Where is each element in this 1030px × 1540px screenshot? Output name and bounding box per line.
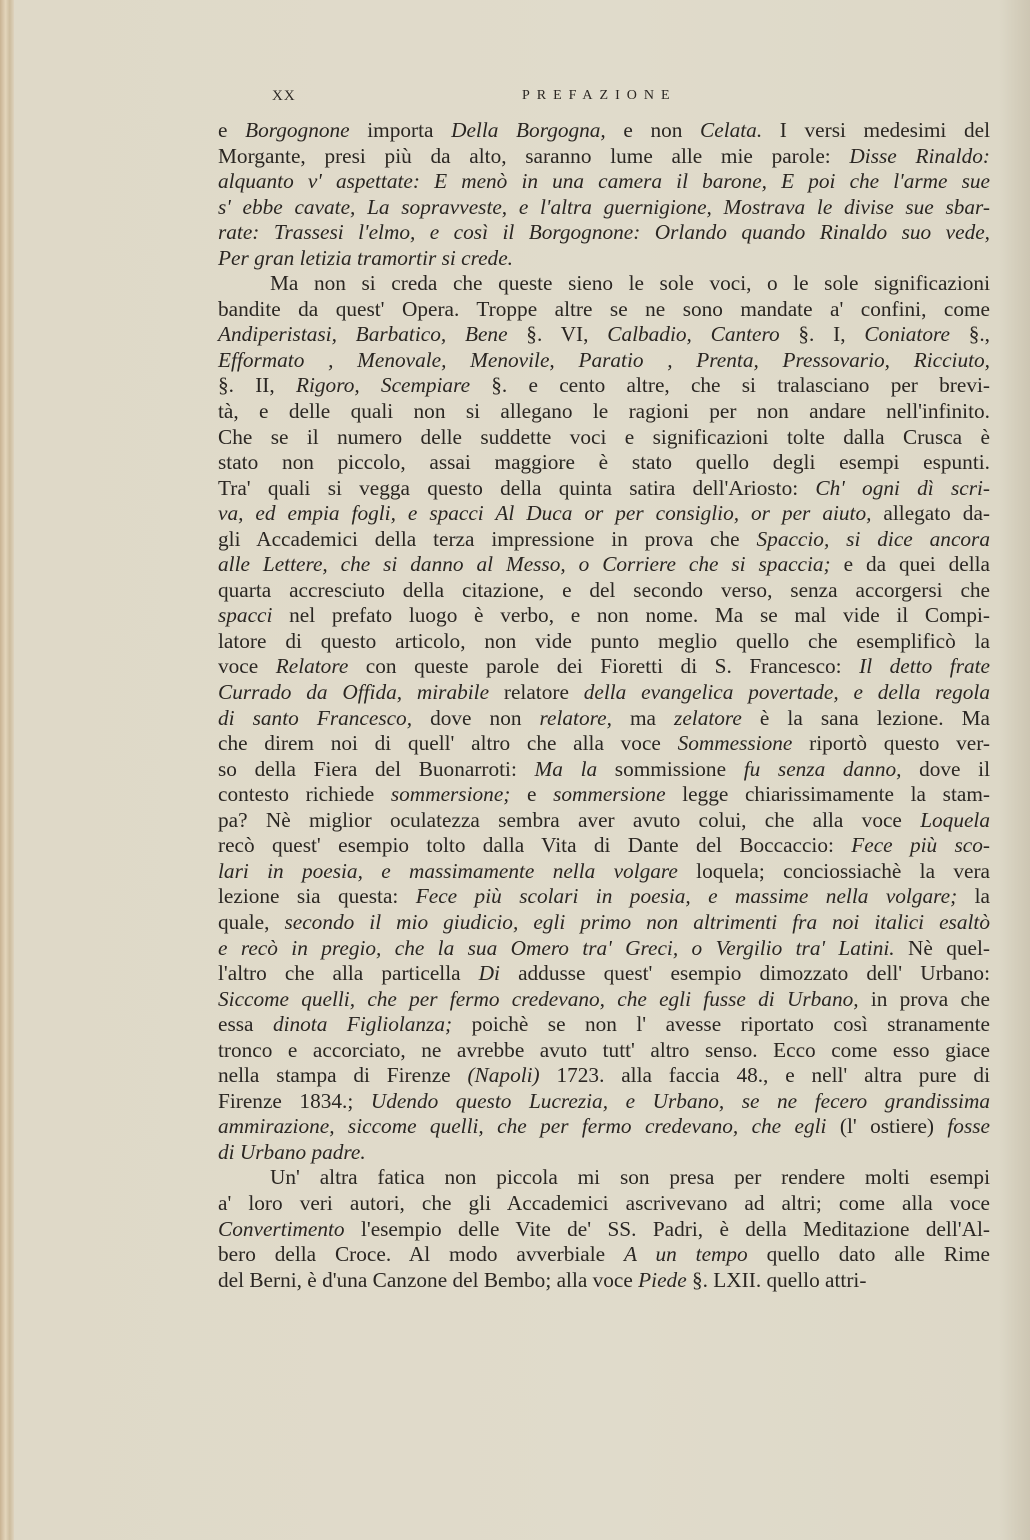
text-line	[218, 654, 990, 680]
roman-run: Morgante, presi più da alto, saranno lume alle mie parole:	[218, 143, 850, 168]
text-line	[218, 399, 990, 425]
roman-run: dove il	[901, 756, 990, 781]
roman-run: legge chiarissimamente la stam-	[665, 782, 990, 807]
italic-run: alle Lettere, che si danno al Messo, o Corriere che si spaccia;	[218, 552, 831, 577]
text-line	[218, 859, 990, 885]
text-line	[218, 1242, 990, 1268]
italic-run: Currado da Offida, mirabile	[218, 680, 490, 705]
italic-run: Sommessione	[677, 731, 793, 756]
text-line	[218, 527, 990, 553]
italic-run: Efformato , Menovale, Menovile, Paratio , Prenta, Pressovario, Ricciuto,	[218, 347, 990, 372]
paragraph	[218, 118, 990, 271]
text-line	[218, 936, 990, 962]
roman-run: latore di questo articolo, non vide punto meglio quello che esemplificò la	[218, 628, 990, 653]
text-line	[218, 833, 990, 859]
roman-run: quello dato alle Rime	[747, 1242, 991, 1267]
roman-run: §. VI,	[507, 322, 608, 347]
italic-run: Calbadio, Cantero	[607, 322, 780, 347]
roman-run: l'altro che alla particella	[218, 961, 479, 986]
roman-run: §. II,	[218, 373, 296, 398]
text-line	[218, 322, 990, 348]
italic-run: Relatore	[275, 654, 349, 679]
text-line	[218, 195, 990, 221]
text-line	[218, 1012, 990, 1038]
italic-run: Piede	[638, 1267, 687, 1292]
italic-run: alquanto v' aspettate: E menò in una camera il barone, E poi che l'arme sue	[218, 169, 990, 194]
text-line	[218, 169, 990, 195]
text-line	[218, 757, 990, 783]
roman-run: e	[218, 118, 246, 142]
roman-run: poichè se non l' avesse riportato così stranamente	[452, 1012, 991, 1037]
italic-run: sommersione;	[390, 782, 511, 807]
italic-run: ammirazione, siccome quelli, che per fermo credevano, che egli	[218, 1114, 827, 1139]
italic-run: rate: Trassesi l'elmo, e così il Borgognone: Orlando quando Rinaldo suo vede,	[218, 220, 990, 245]
text-line	[218, 348, 990, 374]
text-line	[218, 220, 990, 246]
text-line	[218, 1191, 990, 1217]
italic-run: fosse	[947, 1114, 990, 1139]
roman-run: e da quei della	[830, 552, 990, 577]
roman-run: con queste parole dei Fioretti di S. Francesco:	[348, 654, 860, 679]
roman-run: contesto richiede	[218, 782, 391, 807]
text-line	[218, 450, 990, 476]
book-spine-edge	[0, 0, 14, 1540]
roman-run: quale,	[218, 909, 285, 934]
roman-run: recò quest' esempio tolto dalla Vita di Dante del Boccaccio:	[218, 833, 852, 858]
roman-run: (l' ostiere)	[826, 1114, 948, 1139]
italic-run: A un tempo	[623, 1242, 748, 1267]
italic-run: Loquela	[920, 807, 990, 832]
roman-run: ma	[611, 705, 675, 730]
roman-run: Un' altra fatica non piccola mi son presa per rendere molti esempi	[270, 1165, 990, 1190]
text-line	[218, 1114, 990, 1140]
roman-run: stato non piccolo, assai maggiore è stato quello degli esempi espunti.	[218, 450, 990, 475]
italic-run: Andiperistasi, Barbatico, Bene	[218, 322, 508, 347]
roman-run: §. LXII. quello attri-	[686, 1267, 867, 1292]
roman-run: lezione sia questa:	[218, 884, 416, 909]
roman-run: Nè quel-	[894, 935, 990, 960]
text-line	[218, 297, 990, 323]
italic-run: Rigoro, Scempiare	[295, 373, 471, 398]
text-line	[218, 118, 990, 144]
italic-run: Disse Rinaldo:	[849, 143, 990, 168]
text-line	[218, 1268, 990, 1294]
roman-run: pa? Nè miglior oculatezza sembra aver avuto colui, che alla voce	[218, 807, 921, 832]
text-line	[218, 1165, 990, 1191]
text-line	[218, 246, 990, 272]
italic-run: di santo Francesco,	[218, 705, 413, 730]
roman-run: §. e cento altre, che si tralasciano per brevi-	[470, 373, 990, 398]
italic-run: Ch' ogni dì scri-	[815, 475, 990, 500]
roman-run: tà, e delle quali non si allegano le ragioni per non andare nell'infinito.	[218, 399, 990, 424]
italic-run: Per gran letizia tramortir si crede.	[218, 245, 513, 270]
running-head	[272, 88, 992, 112]
roman-run: è la sana lezione. Ma	[741, 705, 990, 730]
text-line	[218, 884, 990, 910]
roman-run: Che se il numero delle suddette voci e significazioni tolte dalla Crusca è	[218, 424, 990, 449]
roman-run: bero della Croce. Al modo avverbiale	[218, 1242, 624, 1267]
text-line	[218, 961, 990, 987]
text-line	[218, 271, 990, 297]
italic-run: va, ed empia fogli, e spacci Al Duca or per consiglio, or per aiuto,	[218, 501, 872, 526]
text-line	[218, 425, 990, 451]
text-line	[218, 629, 990, 655]
roman-run: sommissione	[597, 756, 744, 781]
text-line	[218, 1063, 990, 1089]
roman-run: I versi medesimi del	[762, 118, 990, 142]
text-line	[218, 782, 990, 808]
roman-run: Firenze 1834.;	[218, 1088, 371, 1113]
italic-run: della evangelica povertade, e della regola	[583, 680, 990, 705]
roman-run: in prova che	[858, 986, 990, 1011]
text-line	[218, 373, 990, 399]
roman-run: essa	[218, 1012, 273, 1037]
roman-run: che direm noi di quell' altro che alla voce	[218, 731, 678, 756]
italic-run: Siccome quelli, che per fermo credevano, che egli fusse di Urbano,	[218, 986, 859, 1011]
roman-run: nel prefato luogo è verbo, e non nome. Ma se mal vide il Compi-	[272, 603, 990, 628]
italic-run: fu senza danno,	[743, 756, 902, 781]
italic-run: Di	[478, 961, 500, 986]
roman-run: tronco e accorciato, ne avrebbe avuto tutt' altro senso. Ecco come esso giace	[218, 1037, 990, 1062]
italic-run: Fece più sco-	[851, 833, 991, 858]
text-line	[218, 1140, 990, 1166]
roman-run: quarta accresciuto della citazione, e del secondo verso, senza accorgersi che	[218, 577, 990, 602]
italic-run: Fece più scolari in poesia, e massime nella volgare;	[415, 884, 958, 909]
roman-run: Tra' quali si vegga questo della quinta satira dell'Ariosto:	[218, 475, 816, 500]
roman-run: voce	[218, 654, 276, 679]
running-title: PREFAZIONE	[522, 88, 677, 103]
text-line	[218, 501, 990, 527]
text-line	[218, 552, 990, 578]
italic-run: s' ebbe cavate, La sopravveste, e l'altra guernigione, Mostrava le divise sue sbar-	[218, 194, 990, 219]
text-line	[218, 1217, 990, 1243]
body-text	[218, 118, 990, 1293]
text-line	[218, 910, 990, 936]
italic-run: secondo il mio giudicio, egli primo non altrimenti fra noi italici esaltò	[284, 909, 990, 934]
italic-run: Convertimento	[218, 1216, 345, 1241]
roman-run: l'esempio delle Vite de' SS. Padri, è della Meditazione dell'Al-	[344, 1216, 990, 1241]
text-line	[218, 987, 990, 1013]
paragraph	[218, 1165, 990, 1293]
roman-run: §.,	[949, 322, 991, 347]
text-line	[218, 1038, 990, 1064]
italic-run: Spaccio, si dice ancora	[756, 526, 990, 551]
roman-run: la	[957, 884, 990, 909]
italic-run: (Napoli)	[467, 1063, 540, 1088]
italic-run: Udendo questo Lucrezia, e Urbano, se ne fecero grandissima	[370, 1088, 990, 1113]
roman-run: e	[510, 782, 554, 807]
roman-run: bandite da quest' Opera. Troppe altre se ne sono mandate a' confini, come	[218, 296, 990, 321]
text-line	[218, 706, 990, 732]
italic-run: Borgognone	[245, 118, 350, 142]
italic-run: zelatore	[674, 705, 742, 730]
text-line	[218, 578, 990, 604]
roman-run: addusse quest' esempio dimozzato dell' Urbano:	[499, 961, 990, 986]
roman-run: relatore	[489, 680, 584, 705]
roman-run: importa	[349, 118, 452, 142]
roman-run: loquela; conciossiachè la vera	[677, 858, 991, 883]
italic-run: Della Borgogna,	[451, 118, 606, 142]
italic-run: di Urbano padre.	[218, 1139, 366, 1164]
roman-run: gli Accademici della terza impressione in prova che	[218, 526, 757, 551]
roman-run: §. I,	[779, 322, 865, 347]
italic-run: dinota Figliolanza;	[272, 1012, 453, 1037]
italic-run: spacci	[218, 603, 273, 628]
italic-run: sommersione	[553, 782, 666, 807]
roman-run: riportò questo ver-	[792, 731, 990, 756]
roman-run: 1723. alla faccia 48., e nell' altra pure di	[539, 1063, 990, 1088]
roman-run: dove non	[412, 705, 540, 730]
roman-run: a' loro veri autori, che gli Accademici ascrivevano ad altri; come alla voce	[218, 1190, 990, 1215]
text-line	[218, 603, 990, 629]
roman-run: nella stampa di Firenze	[218, 1063, 468, 1088]
italic-run: Coniatore	[864, 322, 950, 347]
roman-run: so della Fiera del Buonarroti:	[218, 756, 535, 781]
text-line	[218, 144, 990, 170]
text-line	[218, 680, 990, 706]
roman-run: Ma non si creda che queste sieno le sole voci, o le sole significazioni	[270, 271, 990, 296]
italic-run: Il detto frate	[859, 654, 990, 679]
italic-run: relatore,	[539, 705, 612, 730]
roman-run: e non	[605, 118, 701, 142]
text-line	[218, 1089, 990, 1115]
text-line	[218, 808, 990, 834]
roman-run: del Berni, è d'una Canzone del Bembo; alla voce	[218, 1267, 639, 1292]
italic-run: Ma la	[534, 756, 598, 781]
italic-run: e recò in pregio, che la sua Omero tra' Greci, o Vergilio tra' Latini.	[218, 935, 895, 960]
text-line	[218, 731, 990, 757]
roman-run: allegato da-	[871, 501, 991, 526]
italic-run: lari in poesia, e massimamente nella volgare	[218, 858, 678, 883]
paragraph	[218, 271, 990, 1165]
text-line	[218, 476, 990, 502]
italic-run: Celata.	[700, 118, 763, 142]
page-number: XX	[272, 88, 296, 104]
